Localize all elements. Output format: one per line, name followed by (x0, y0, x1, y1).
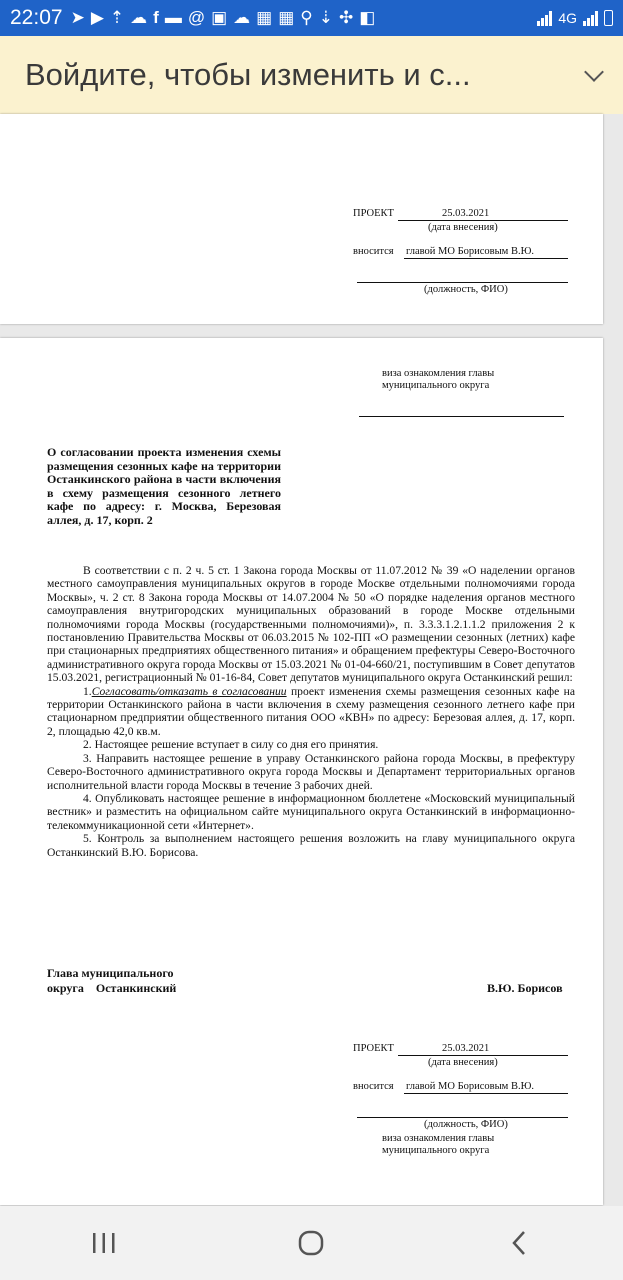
back-button[interactable] (489, 1218, 549, 1268)
item-3: 3. Направить настоящее решение в управу Останкинского района города Москвы, в префектуру Северо-Восточного административного округа города Москвы и Департамент территориальных органов исполнительной власти города Москвы в течение 3 рабочих дней. (47, 751, 575, 792)
search-icon: ⚲ (300, 8, 313, 27)
vnositsya-line-2 (404, 1093, 568, 1094)
status-bar (0, 0, 623, 36)
banner-text: Войдите, чтобы изменить и с... (25, 57, 471, 92)
back-icon (509, 1229, 529, 1257)
signal-icon (583, 10, 598, 26)
home-icon (297, 1229, 325, 1257)
notification-icons (71, 8, 538, 28)
position-line (357, 282, 568, 283)
network-type: 4G (558, 10, 577, 26)
item-1-italic: Согласовать/отказать в согласовании (91, 684, 287, 698)
status-time: 22:07 (10, 6, 63, 29)
cloud-icon: ☁ (130, 8, 148, 27)
item-4: 4. Опубликовать настоящее решение в информационном бюллетене «Московский муниципальный вестник» и разместить на официальном сайте муниципального округа Останкинский в информационно-телекоммуникационной сети «Интернет». (47, 791, 575, 832)
item-5: 5. Контроль за выполнением настоящего решения возложить на главу муниципального округа Останкинский В.Ю. Борисова. (47, 832, 575, 859)
position-line-2 (357, 1117, 568, 1118)
calendar-icon: ▦ (256, 8, 273, 27)
navigation-bar (0, 1206, 623, 1280)
fan-icon: ✣ (338, 8, 354, 27)
vnositsya-label: вносится (353, 246, 394, 257)
youtube-icon: ▶ (90, 8, 104, 27)
signature-left-line2: округа Останкинский (47, 981, 177, 995)
at-icon: @ (187, 8, 206, 27)
proekt-date-2: 25.03.2021 (442, 1043, 490, 1054)
home-button[interactable] (281, 1218, 341, 1268)
visa-line2: муниципального округа (382, 380, 490, 391)
calendar-icon: ▦ (278, 8, 295, 27)
status-right (537, 10, 613, 26)
folder-icon: ▬ (164, 8, 182, 27)
download-icon: ⇣ (318, 8, 333, 27)
document-page-1 (0, 114, 603, 324)
translate-icon: ◧ (359, 8, 376, 27)
proekt-line (398, 220, 568, 221)
vnositsya-value-2: главой МО Борисовым В.Ю. (406, 1081, 534, 1092)
signature-left-line1: Глава муниципального (47, 966, 174, 980)
visa2-line1: виза ознакомления главы (382, 1133, 495, 1144)
vnositsya-value: главой МО Борисовым В.Ю. (406, 246, 534, 257)
item-1-prefix: 1. (83, 684, 92, 698)
position-caption: (должность, ФИО) (424, 284, 508, 295)
recent-apps-button[interactable] (74, 1218, 134, 1268)
document-body (47, 564, 575, 859)
vnositsya-label-2: вносится (353, 1081, 394, 1092)
signature-right: В.Ю. Борисов (487, 981, 563, 995)
proekt-label-2: ПРОЕКТ (353, 1043, 394, 1054)
proekt-label: ПРОЕКТ (353, 208, 394, 219)
document-title: О согласовании проекта изменения схемы размещения сезонных кафе на территории Останкинского района в части включения в схему размещения сезонного летнего кафе по адресу: г. Москва, Березовая аллея, д. 17, корп. 2 (47, 445, 281, 527)
chevron-down-icon[interactable] (584, 62, 604, 82)
upload-icon: ⇡ (109, 8, 125, 27)
cloud-icon: ☁ (233, 8, 251, 27)
visa-line1: виза ознакомления главы (382, 368, 495, 379)
facebook-icon: f (153, 8, 159, 27)
telegram-icon: ➤ (70, 8, 85, 27)
visa-line (359, 416, 564, 417)
date-caption-2: (дата внесения) (428, 1057, 498, 1068)
position-caption-2: (должность, ФИО) (424, 1119, 508, 1130)
item-2: 2. Настоящее решение вступает в силу со дня его принятия. (83, 738, 379, 752)
item-1 (47, 685, 575, 739)
sign-in-banner[interactable] (0, 36, 623, 114)
visa2-line2: муниципального округа (382, 1145, 490, 1156)
document-page-2 (0, 338, 603, 1205)
proekt-date: 25.03.2021 (442, 208, 490, 219)
intro-paragraph: В соответствии с п. 2 ч. 5 ст. 1 Закона города Москвы от 11.07.2012 № 39 «О наделении органов местного самоуправления муниципальных округов в городе Москве отдельными полномочиями города Москвы», ч. 2 ст. 8 Закона города Москвы от 14.07.2004 № 50 «О порядке наделения органов местного самоуправления внутригородских муниципальных образований в городе Москве отдельными полномочиями города Москвы (государственными полномочиями)», п. 3.3.3.1.2.1.1.2 приложения 2 к постановлению Правительства Москвы от 06.03.2015 № 102-ПП «О размещении сезонных (летних) кафе при стационарных предприятиях общественного питания» и обращением префектуры Северо-Восточного административного округа города Москвы от 15.03.2021 № 01-04-660/21, поступившим в Совет депутатов 15.03.2021, регистрационный № 01-16-84, Совет депутатов муниципального округа Останкинский решил: (47, 564, 575, 685)
signal-icon (537, 10, 552, 26)
item-1-rest: проект изменения схемы размещения сезонных кафе на территории Останкинского района в части включения в схему размещения сезонного летнего кафе при стационарном предприятии общественного питания ООО «КВН» по адресу: Березовая аллея, д. 17, корп. 2, площадью 42,0 кв.м. (47, 684, 575, 738)
image-icon: ▣ (211, 8, 228, 27)
date-caption: (дата внесения) (428, 222, 498, 233)
vnositsya-line (404, 258, 568, 259)
battery-icon (604, 10, 613, 26)
proekt-line-2 (398, 1055, 568, 1056)
recent-apps-icon (91, 1232, 117, 1254)
